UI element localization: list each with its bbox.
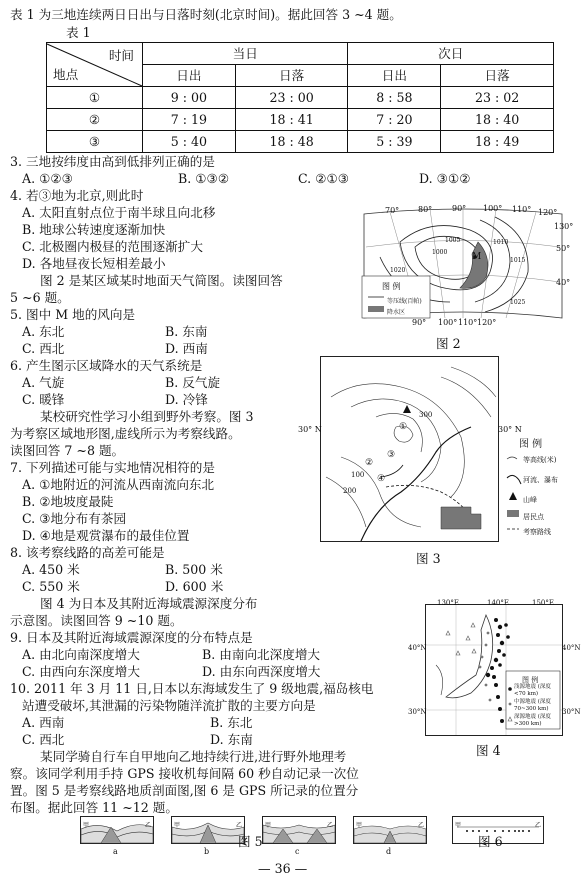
lon-label: 100° xyxy=(483,204,503,213)
legend-item: 浅源地震 (深度<70 km) xyxy=(514,684,551,697)
q5-stem: 5. 图中 M 地的风向是 xyxy=(10,307,136,322)
q10-option-c[interactable]: C. 西北 xyxy=(22,732,65,747)
q3-option-c[interactable]: C. ②①③ xyxy=(298,171,350,186)
sub-header: 日落 xyxy=(441,65,554,87)
contour-label: 200 xyxy=(343,487,357,495)
figure-6-caption: 图 6 xyxy=(478,834,503,849)
q10-stem: 10. 2011 年 3 月 11 日,日本以东海域发生了 9 级地震,福岛核电 xyxy=(10,681,374,696)
profile-graphic xyxy=(354,817,426,843)
legend-item: 降水区 xyxy=(387,309,406,316)
bottom-lon-label: 90° xyxy=(412,318,427,327)
panel-label: c xyxy=(295,847,300,856)
legend-title: 图 例 xyxy=(522,676,539,684)
figure-5-caption: 图 5 xyxy=(238,834,263,849)
q10-option-d[interactable]: D. 东南 xyxy=(210,732,253,747)
bottom-lon-label: 120° xyxy=(477,318,497,327)
q6-option-d[interactable]: D. 冷锋 xyxy=(165,392,208,407)
q10-option-a[interactable]: A. 西南 xyxy=(22,715,65,730)
q7-option-a[interactable]: A. ①地附近的河流从西南流向东北 xyxy=(22,477,215,492)
time-cell: 7 : 20 xyxy=(348,109,441,131)
profile-panel-b xyxy=(171,816,245,844)
q4-option-b[interactable]: B. 地球公转速度逐渐加快 xyxy=(22,222,166,237)
isobar-label: 1005 xyxy=(445,237,461,244)
isobar-label: 1025 xyxy=(510,299,526,306)
fig3-intro-line: 读图回答 7 ~8 题。 xyxy=(10,443,125,458)
q5-option-c[interactable]: C. 西北 xyxy=(22,341,65,356)
fig4-lat-label: 30°N xyxy=(562,708,581,716)
lon-label: 70° xyxy=(385,206,400,215)
end-label: 乙 xyxy=(326,822,333,829)
contour-label: 300 xyxy=(419,411,433,419)
place-cell: ① xyxy=(47,87,143,109)
time-cell: 18 : 48 xyxy=(235,131,348,153)
profile-panel-c xyxy=(262,816,336,844)
point-3: ③ xyxy=(387,450,396,460)
q3-option-a[interactable]: A. ①②③ xyxy=(22,171,73,186)
point-m: M xyxy=(472,252,482,262)
profile-graphic xyxy=(263,817,335,843)
fig4-intro-line: 示意图。读图回答 9 ~10 题。 xyxy=(10,613,183,628)
q10-stem: 站遭受破坏,其泄漏的污染物随洋流扩散的主要方向是 xyxy=(22,698,316,713)
fig4-intro-line: 图 4 为日本及其附近海域震源深度分布 xyxy=(40,596,258,611)
q10-option-b[interactable]: B. 东北 xyxy=(210,715,253,730)
point-4: ④ xyxy=(377,474,386,484)
profile-panel-a xyxy=(80,816,154,844)
legend-title: 图 例 xyxy=(382,282,401,291)
q3-option-d[interactable]: D. ③①② xyxy=(419,171,471,186)
time-cell: 5 : 39 xyxy=(348,131,441,153)
q8-option-b[interactable]: B. 500 米 xyxy=(165,562,223,577)
legend-item: 河流、瀑布 xyxy=(523,476,558,484)
q9-stem: 9. 日本及其附近海域震源深度的分布特点是 xyxy=(10,630,253,645)
header-day1: 当日 xyxy=(143,43,348,65)
q5-option-b[interactable]: B. 东南 xyxy=(165,324,208,339)
legend-item: 等压线(百帕) xyxy=(387,298,422,305)
intro-line: 表 1 为三地连续两日日出与日落时刻(北京时间)。据此回答 3 ~4 题。 xyxy=(10,7,402,22)
table-corner-cell xyxy=(47,43,143,87)
q9-option-d[interactable]: D. 由东向西深度增大 xyxy=(202,664,321,679)
q5-option-d[interactable]: D. 西南 xyxy=(165,341,208,356)
profile-graphic xyxy=(172,817,244,843)
q7-stem: 7. 下列描述可能与实地情况相符的是 xyxy=(10,460,215,475)
fig4-lon-label: 130°E xyxy=(437,599,459,607)
q6-stem: 6. 产生图示区域降水的天气系统是 xyxy=(10,358,203,373)
fig4-lat-label: 30°N xyxy=(408,708,427,716)
fig4-lat-label: 40°N xyxy=(408,644,427,652)
start-label: 甲 xyxy=(356,822,363,829)
fig3-intro-line: 某校研究性学习小组到野外考察。图 3 xyxy=(40,409,254,424)
lon-label: 80° xyxy=(418,205,433,214)
q8-option-c[interactable]: C. 550 米 xyxy=(22,579,80,594)
q3-option-b[interactable]: B. ①③② xyxy=(178,171,230,186)
header-day2: 次日 xyxy=(348,43,554,65)
q4-stem: 4. 若③地为北京,则此时 xyxy=(10,188,144,203)
lon-label: 90° xyxy=(452,204,467,213)
lon-label: 130° xyxy=(554,222,574,231)
legend-item: 深源地震 (深度>300 km) xyxy=(514,714,551,727)
topo-map-graphic xyxy=(321,357,498,541)
q3-stem: 3. 三地按纬度由高到低排列正确的是 xyxy=(10,154,215,169)
profile-panel-d xyxy=(353,816,427,844)
legend-title: 图 例 xyxy=(519,439,543,450)
start-label: 甲 xyxy=(83,822,90,829)
q8-option-a[interactable]: A. 450 米 xyxy=(22,562,80,577)
page-number: — 36 — xyxy=(258,861,308,876)
isobar-label: 1010 xyxy=(493,239,509,246)
fig3-intro-line: 为考察区域地形图,虚线所示为考察线路。 xyxy=(10,426,241,441)
time-cell: 18 : 41 xyxy=(235,109,348,131)
sub-header: 日出 xyxy=(143,65,236,87)
q7-option-c[interactable]: C. ③地分布有茶园 xyxy=(22,511,127,526)
fig5-intro-line: 置。图 5 是考察线路地质剖面图,图 6 是 GPS 所记录的位置分 xyxy=(10,783,359,798)
legend-item: 山峰 xyxy=(523,496,537,504)
sub-header: 日出 xyxy=(348,65,441,87)
fig5-intro-line: 某同学骑自行车自甲地向乙地持续行进,进行野外地理考 xyxy=(40,749,347,764)
end-label: 乙 xyxy=(534,822,541,829)
time-cell: 9 : 00 xyxy=(143,87,236,109)
lat-label: 50° xyxy=(556,244,571,253)
q7-option-b[interactable]: B. ②地坡度最陡 xyxy=(22,494,114,509)
q9-option-b[interactable]: B. 由南向北深度增大 xyxy=(202,647,321,662)
figure-3-topo-map xyxy=(320,356,499,542)
header-place: 地点 xyxy=(53,66,79,82)
lon-label: 120° xyxy=(538,208,558,217)
place-cell: ② xyxy=(47,109,143,131)
point-2: ② xyxy=(365,458,374,468)
fig4-lat-label: 40°N xyxy=(562,644,581,652)
time-cell: 23 : 02 xyxy=(441,87,554,109)
figure-4-quake-map xyxy=(425,604,563,736)
time-cell: 18 : 40 xyxy=(441,109,554,131)
fig4-lon-label: 150°E xyxy=(532,599,554,607)
q4-option-c[interactable]: C. 北极圈内极昼的范围逐渐扩大 xyxy=(22,239,203,254)
end-label: 乙 xyxy=(144,822,151,829)
time-cell: 18 : 49 xyxy=(441,131,554,153)
legend-item: 等高线(米) xyxy=(523,456,557,464)
sub-header: 日落 xyxy=(235,65,348,87)
panel-label: d xyxy=(386,847,392,856)
figure-4-caption: 图 4 xyxy=(476,743,501,758)
table-row xyxy=(47,131,554,153)
start-label: 甲 xyxy=(174,822,181,829)
point-1: ① xyxy=(399,422,408,432)
time-cell: 23 : 00 xyxy=(235,87,348,109)
lat-label: 40° xyxy=(556,278,571,287)
q7-option-d[interactable]: D. ④地是观赏瀑布的最佳位置 xyxy=(22,528,190,543)
time-cell: 5 : 40 xyxy=(143,131,236,153)
bottom-lon-label: 110° xyxy=(458,318,478,327)
time-cell: 7 : 19 xyxy=(143,109,236,131)
table-title: 表 1 xyxy=(66,25,91,40)
q8-option-d[interactable]: D. 600 米 xyxy=(165,579,224,594)
profile-graphic xyxy=(81,817,153,843)
start-label: 甲 xyxy=(265,822,272,829)
panel-label: a xyxy=(113,847,118,856)
time-cell: 8 : 58 xyxy=(348,87,441,109)
fig3-lat-label: 30° N xyxy=(298,425,322,434)
fig2-intro-line: 5 ~6 题。 xyxy=(10,290,70,305)
fig4-lon-label: 140°E xyxy=(487,599,509,607)
q8-stem: 8. 该考察线路的高差可能是 xyxy=(10,545,165,560)
q9-option-c[interactable]: C. 由西向东深度增大 xyxy=(22,664,140,679)
contour-label: 100 xyxy=(351,471,365,479)
q9-option-a[interactable]: A. 由北向南深度增大 xyxy=(22,647,140,662)
q6-option-b[interactable]: B. 反气旋 xyxy=(165,375,221,390)
panel-label: b xyxy=(204,847,210,856)
end-label: 乙 xyxy=(235,822,242,829)
q4-option-d[interactable]: D. 各地昼夜长短相差最小 xyxy=(22,256,166,271)
q6-option-c[interactable]: C. 暖锋 xyxy=(22,392,65,407)
fig5-intro-line: 布图。据此回答 11 ~12 题。 xyxy=(10,800,178,815)
isobar-label: 1015 xyxy=(510,257,526,264)
figure-2-weather-map xyxy=(360,202,574,327)
lon-label: 110° xyxy=(512,205,532,214)
q5-option-a[interactable]: A. 东北 xyxy=(22,324,65,339)
fig2-intro-line: 图 2 是某区域某时地面天气简图。读图回答 xyxy=(40,273,283,288)
isobar-label: 1000 xyxy=(432,249,448,256)
bottom-lon-label: 100° xyxy=(438,318,458,327)
fig5-intro-line: 察。该同学利用手持 GPS 接收机每间隔 60 秒自动记录一次位 xyxy=(10,766,359,781)
fig3-legend xyxy=(505,436,581,534)
sun-times-table xyxy=(46,42,554,153)
table-row xyxy=(47,87,554,109)
isobar-label: 1020 xyxy=(390,267,406,274)
fig3-lat-label: 30° N xyxy=(498,425,522,434)
legend-item: 考察路线 xyxy=(523,528,551,536)
start-label: 甲 xyxy=(455,822,462,829)
figure-3-caption: 图 3 xyxy=(416,551,441,566)
header-time: 时间 xyxy=(108,47,134,63)
q4-option-a[interactable]: A. 太阳直射点位于南半球且向北移 xyxy=(22,205,216,220)
table-row xyxy=(47,109,554,131)
legend-item: 居民点 xyxy=(523,513,544,521)
legend-item: 中源地震 (深度70~300 km) xyxy=(514,699,551,712)
q6-option-a[interactable]: A. 气旋 xyxy=(22,375,65,390)
end-label: 乙 xyxy=(417,822,424,829)
place-cell: ③ xyxy=(47,131,143,153)
figure-2-caption: 图 2 xyxy=(436,336,461,351)
